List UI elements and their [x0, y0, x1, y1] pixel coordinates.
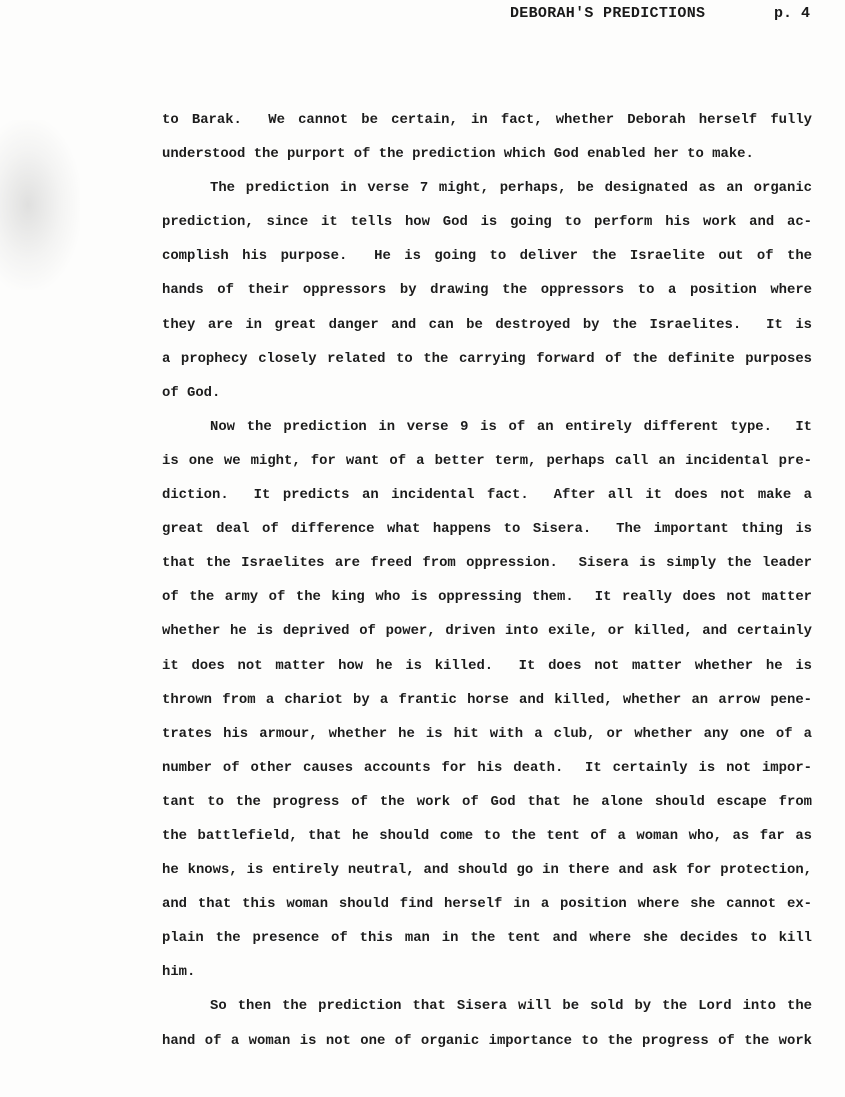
- text-line: thrown from a chariot by a frantic horse and killed, whether an arrow pene-: [162, 691, 812, 708]
- text-line: that the Israelites are freed from oppression. Sisera is simply the leader: [162, 555, 812, 572]
- text-line: prediction, since it tells how God is going to perform his work and ac-: [162, 214, 812, 231]
- text-line: So then the prediction that Sisera will be sold by the Lord into the: [210, 998, 812, 1015]
- text-line: number of other causes accounts for his death. It certainly is not impor-: [162, 759, 812, 776]
- text-line: they are in great danger and can be destroyed by the Israelites. It is: [162, 316, 812, 333]
- text-line: whether he is deprived of power, driven into exile, or killed, and certainly: [162, 623, 812, 640]
- running-title: DEBORAH'S PREDICTIONS: [510, 5, 706, 22]
- scan-smudge: [0, 120, 80, 290]
- text-line: and that this woman should find herself in a position where she cannot ex-: [162, 896, 812, 913]
- text-line: diction. It predicts an incidental fact. After all it does not make a: [162, 487, 812, 504]
- text-line: Now the prediction in verse 9 is of an entirely different type. It: [210, 418, 812, 435]
- text-line: of the army of the king who is oppressing them. It really does not matter: [162, 589, 812, 606]
- text-line: plain the presence of this man in the tent and where she decides to kill: [162, 930, 812, 947]
- text-line: the battlefield, that he should come to the tent of a woman who, as far as: [162, 827, 812, 844]
- text-line: is one we might, for want of a better term, perhaps call an incidental pre-: [162, 452, 812, 469]
- text-line: The prediction in verse 7 might, perhaps, be designated as an organic: [210, 180, 812, 197]
- body-text: [162, 108, 812, 1063]
- text-line: he knows, is entirely neutral, and should go in there and ask for protection,: [162, 862, 812, 879]
- text-line: it does not matter how he is killed. It does not matter whether he is: [162, 657, 812, 674]
- text-line: a prophecy closely related to the carrying forward of the definite purposes: [162, 350, 812, 367]
- text-line: to Barak. We cannot be certain, in fact, whether Deborah herself fully: [162, 112, 812, 128]
- page-header: [0, 5, 845, 27]
- text-line: tant to the progress of the work of God that he alone should escape from: [162, 793, 812, 810]
- text-line: trates his armour, whether he is hit with a club, or whether any one of a: [162, 725, 812, 742]
- text-line: complish his purpose. He is going to deliver the Israelite out of the: [162, 248, 812, 265]
- text-line: hand of a woman is not one of organic importance to the progress of the work: [162, 1032, 812, 1049]
- page-number: p. 4: [774, 5, 811, 22]
- text-line: great deal of difference what happens to Sisera. The important thing is: [162, 521, 812, 538]
- text-line: him.: [162, 964, 196, 981]
- text-line: understood the purport of the prediction which God enabled her to make.: [162, 146, 754, 163]
- text-line: hands of their oppressors by drawing the oppressors to a position where: [162, 282, 812, 299]
- text-line: of God.: [162, 384, 221, 401]
